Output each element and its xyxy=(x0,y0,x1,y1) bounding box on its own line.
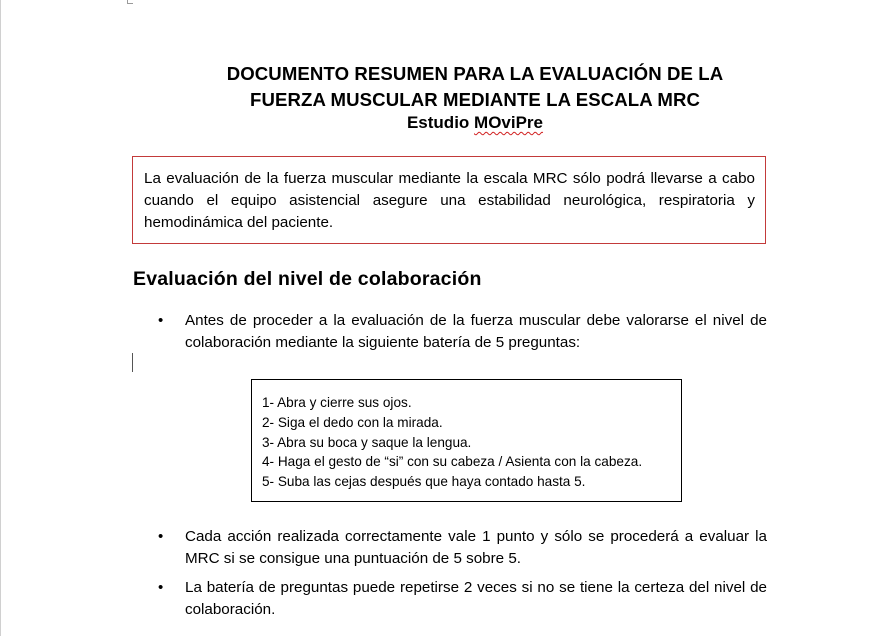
question-item: 3- Abra su boca y saque la lengua. xyxy=(262,434,472,450)
study-name: MOviPre xyxy=(474,113,544,132)
margin-corner-mark xyxy=(127,0,133,4)
list-item-text: Cada acción realizada correctamente vale 1 punto y sólo se procederá a evaluar la MRC si se consigue una puntuación de 5 sobre 5. xyxy=(185,528,767,567)
document-title-line-2: FUERZA MUSCULAR MEDIANTE LA ESCALA MRC xyxy=(249,89,701,110)
bullet-icon: • xyxy=(158,579,164,596)
notice-box xyxy=(132,156,766,244)
bullet-icon: • xyxy=(158,528,164,545)
list-item-text: La batería de preguntas puede repetirse 2 veces si no se tiene la certeza del nivel de colaboración. xyxy=(185,579,767,618)
document-title xyxy=(180,61,770,113)
list-item xyxy=(133,526,767,570)
questions-box xyxy=(251,379,682,502)
question-item: 1- Abra y cierre sus ojos. xyxy=(262,395,412,410)
bullet-icon: • xyxy=(158,312,164,329)
list-item xyxy=(133,310,767,354)
notice-text: La evaluación de la fuerza muscular mediante la escala MRC sólo podrá llevarse a cabo cuando el equipo asistencial asegure una estabilidad neurológica, respiratoria y hemodinámica del paciente. xyxy=(144,170,755,231)
subtitle-prefix: Estudio xyxy=(406,113,475,132)
question-item: 2- Siga el dedo con la mirada. xyxy=(262,414,443,430)
list-item xyxy=(133,577,767,621)
text-cursor xyxy=(132,353,133,372)
section-heading: Evaluación del nivel de colaboración xyxy=(133,268,482,290)
list-item-text: Antes de proceder a la evaluación de la fuerza muscular debe valorarse el nivel de colaboración mediante la siguiente batería de 5 preguntas: xyxy=(185,312,767,351)
document-subtitle xyxy=(180,111,770,135)
page-left-edge xyxy=(0,0,1,636)
question-item: 5- Suba las cejas después que haya contado hasta 5. xyxy=(262,474,586,490)
question-item: 4- Haga el gesto de “si” con su cabeza / Asienta con la cabeza. xyxy=(262,454,643,470)
document-title-line-1: DOCUMENTO RESUMEN PARA LA EVALUACIÓN DE LA xyxy=(226,63,724,84)
